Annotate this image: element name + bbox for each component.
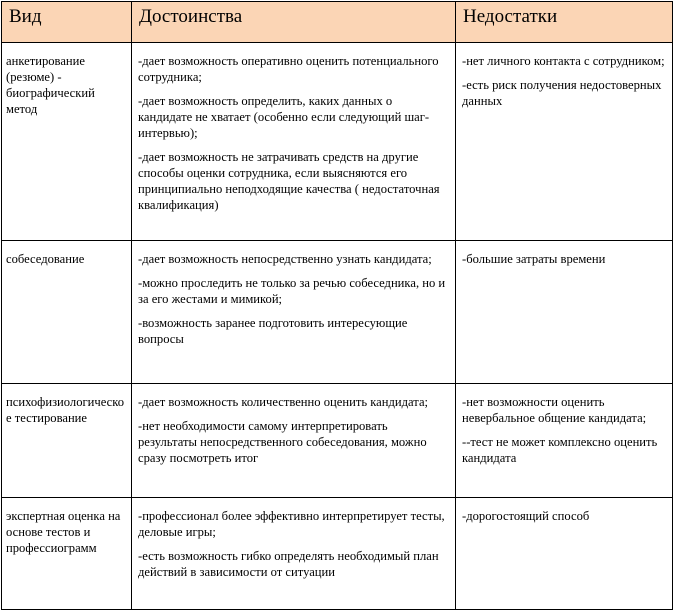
type-cell [2, 384, 132, 498]
comparison-table [1, 1, 673, 610]
table-row [2, 498, 673, 610]
disadvantage-item: -есть риск получения недостоверных данных [462, 78, 662, 108]
advantage-item: -можно проследить не только за речью собеседника, но и за его жестами и мимикой; [138, 276, 446, 306]
header-advantages: Достоинства [132, 2, 456, 43]
disadvantages-cell [456, 498, 673, 610]
advantages-cell [132, 498, 456, 610]
disadvantages-cell [456, 241, 673, 384]
type-cell [2, 241, 132, 384]
advantage-item: -есть возможность гибко определять необходимый план действий в зависимости от ситуации [138, 549, 439, 579]
advantage-item: -дает возможность оперативно оценить потенциального сотрудника; [138, 54, 439, 84]
advantage-item: -дает возможность количественно оценить кандидата; [138, 395, 429, 409]
type-text: экспертная оценка на основе тестов и профессиограмм [6, 509, 121, 555]
advantage-item: -дает возможность определить, каких данных о кандидате не хватает (особенно если следующий шаг-интервью); [138, 94, 430, 140]
advantage-item: -нет необходимости самому интерпретировать результаты непосредственного собеседования, можно сразу посмотреть итог [138, 419, 427, 465]
header-type: Вид [2, 2, 132, 43]
advantage-item: -дает возможность непосредственно узнать кандидата; [138, 252, 432, 266]
type-cell [2, 43, 132, 241]
disadvantage-item: -дорогостоящий способ [462, 509, 590, 523]
type-text: анкетирование (резюме) - биографический метод [6, 54, 95, 116]
disadvantage-item: -нет возможности оценить невербальное общение кандидата; [462, 395, 647, 425]
advantage-item: -профессионал более эффективно интерпретирует тесты, деловые игры; [138, 509, 445, 539]
disadvantage-item: -нет личного контакта с сотрудником; [462, 54, 665, 68]
advantages-cell [132, 384, 456, 498]
disadvantage-item: --тест не может комплексно оценить кандидата [462, 435, 658, 465]
disadvantages-cell [456, 384, 673, 498]
advantage-item: -возможность заранее подготовить интересующие вопросы [138, 316, 408, 346]
disadvantage-item: -большие затраты времени [462, 252, 606, 266]
table-row [2, 384, 673, 498]
type-cell [2, 498, 132, 610]
table-row [2, 241, 673, 384]
header-disadvantages: Недостатки [456, 2, 673, 43]
type-text: собеседование [6, 252, 85, 266]
advantages-cell [132, 43, 456, 241]
type-text: психофизиологическое тестирование [6, 395, 125, 425]
header-row [2, 2, 673, 43]
advantage-item: -дает возможность не затрачивать средств на другие способы оценки сотрудника, если выясняются его принципиально неподходящие качества ( недостаточная квалификация) [138, 150, 440, 212]
table-row [2, 43, 673, 241]
advantages-cell [132, 241, 456, 384]
disadvantages-cell [456, 43, 673, 241]
